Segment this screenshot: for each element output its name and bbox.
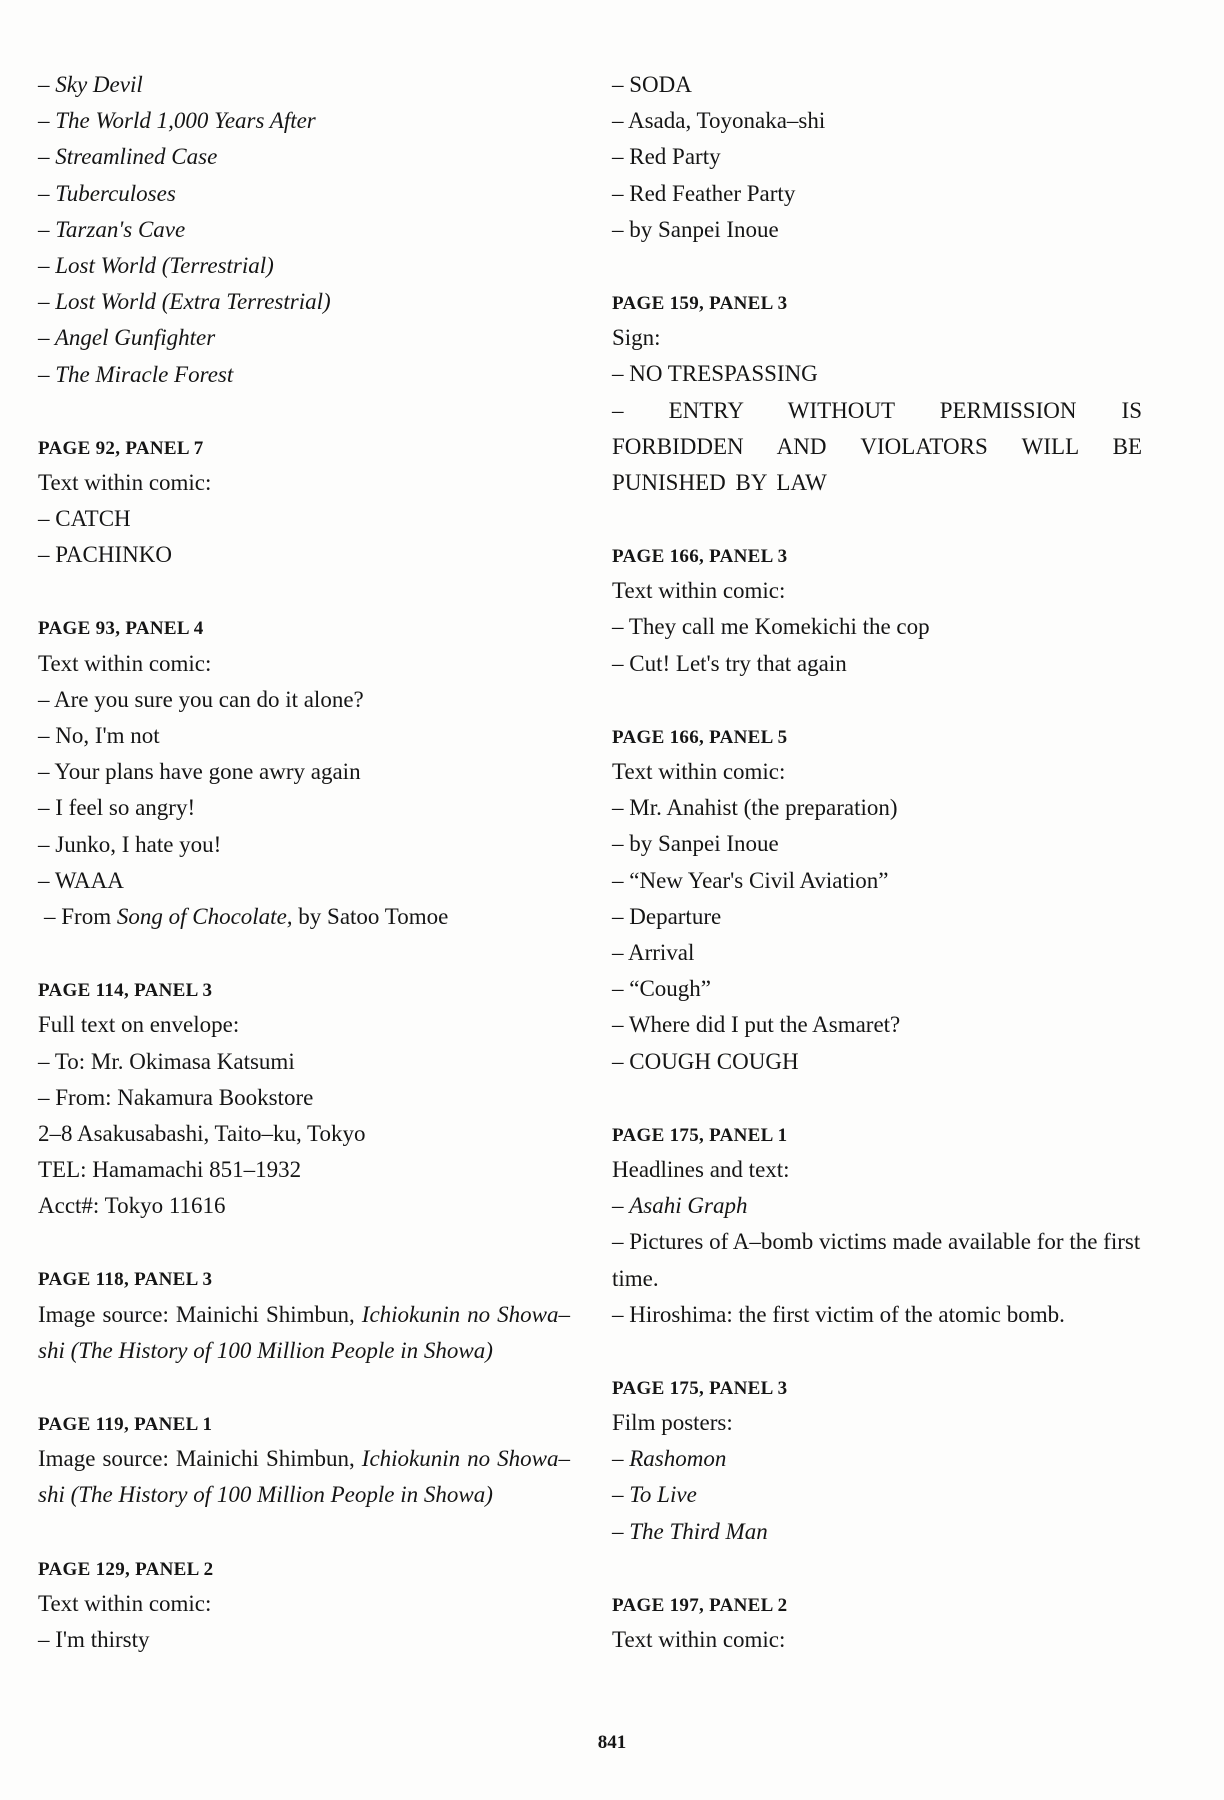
list-item: – Where did I put the Asmaret? [612,1012,901,1038]
image-source [38,1441,570,1513]
list-item-long: – Pictures of A–bomb victims made available for the first time. [612,1229,1141,1291]
list-item: – To Live [612,1482,697,1508]
section-intro: Text within comic: [38,469,212,495]
list-item: – No, I'm not [38,723,160,748]
credit-title: Song of Chocolate, [116,903,293,929]
list-item: Acct#: Tokyo 11616 [38,1193,226,1219]
source-prefix: Image source: Mainichi Shimbun, [38,1301,362,1327]
section-intro: Text within comic: [612,578,786,604]
list-item: – Streamlined Case [38,144,218,170]
section-intro: Text within comic: [612,1627,786,1653]
list-item: – Rashomon [612,1446,727,1472]
section-heading: PAGE 129, PANEL 2 [38,1558,214,1580]
list-item: – Arrival [612,939,695,965]
section-heading: PAGE 159, PANEL 3 [612,292,788,314]
film-title: Rashomon [629,1446,727,1472]
list-item: – COUGH COUGH [612,1048,799,1074]
list-item: – Sky Devil [38,72,143,97]
list-item: – SODA [612,72,692,97]
section-intro: Text within comic: [612,759,786,785]
list-item: – CATCH [38,506,131,532]
section-heading: PAGE 118, PANEL 3 [38,1269,213,1291]
credit-suffix: by Satoo Tomoe [292,903,449,929]
list-item: – The World 1,000 Years After [38,108,316,134]
list-item: – I feel so angry! [38,795,196,821]
list-item: – To: Mr. Okimasa Katsumi [38,1048,295,1074]
section-heading: PAGE 166, PANEL 5 [612,726,788,748]
list-item: – The Miracle Forest [38,361,234,387]
list-item: – The Third Man [612,1518,768,1544]
italic-item: Asahi Graph [629,1193,748,1219]
list-item: – Angel Gunfighter [38,325,216,351]
credit-line [38,899,570,935]
list-item: – Asada, Toyonaka–shi [612,108,826,134]
section-heading: PAGE 114, PANEL 3 [38,980,213,1002]
list-item: – PACHINKO [38,542,172,568]
list-item: TEL: Hamamachi 851–1932 [38,1157,302,1183]
list-item: – “New Year's Civil Aviation” [612,867,889,893]
left-column [38,67,570,1658]
list-item: – Are you sure you can do it alone? [38,686,364,712]
list-item: – “Cough” [612,976,712,1002]
list-item: – Tarzan's Cave [38,216,186,242]
list-item: – Your plans have gone awry again [38,759,361,785]
section-intro: Headlines and text: [612,1156,790,1182]
source-title: Ichiokunin no Showa–shi (The History of 100 Million People in Showa) [38,1301,570,1363]
section-heading: PAGE 93, PANEL 4 [38,618,204,640]
section-intro: Text within comic: [38,650,212,676]
list-item: 2–8 Asakusabashi, Taito–ku, Tokyo [38,1120,366,1146]
section-heading: PAGE 175, PANEL 3 [612,1377,788,1399]
page-number: 841 [597,1732,627,1753]
list-item: – Junko, I hate you! [38,831,222,857]
list-item: – Tuberculoses [38,180,176,206]
section-intro: Film posters: [612,1410,733,1436]
section-heading: PAGE 166, PANEL 3 [612,546,788,568]
list-item: – Red Party [612,144,721,170]
section-intro: Full text on envelope: [38,1012,240,1038]
list-item-long: – ENTRY WITHOUT PERMISSION IS FORBIDDEN AND VIOLATORS WILL BE PUNISHED BY LAW [612,397,1142,495]
film-title: To Live [629,1482,697,1508]
list-item: – NO TRESPASSING [612,361,818,387]
credit-prefix: – From [44,903,117,929]
list-item: – Red Feather Party [612,180,796,206]
list-item: – by Sanpei Inoue [612,831,779,857]
section-intro: Sign: [612,325,661,351]
list-item: – Lost World (Terrestrial) [38,252,274,278]
list-item: – WAAA [38,867,124,893]
list-item: – by Sanpei Inoue [612,216,779,242]
list-item: – I'm thirsty [38,1627,150,1652]
list-item: – Lost World (Extra Terrestrial) [38,289,331,315]
list-item: – They call me Komekichi the cop [612,614,930,640]
section-heading: PAGE 92, PANEL 7 [38,437,204,459]
right-column [612,67,1142,1658]
list-item: – From: Nakamura Bookstore [38,1084,314,1110]
list-item: – Cut! Let's try that again [612,650,847,676]
section-intro: Text within comic: [38,1590,212,1616]
list-item: – Hiroshima: the first victim of the atomic bomb. [612,1301,1065,1327]
section-heading: PAGE 175, PANEL 1 [612,1124,788,1146]
section-heading: PAGE 197, PANEL 2 [612,1594,788,1616]
source-prefix: Image source: Mainichi Shimbun, [38,1446,362,1472]
list-item: – Mr. Anahist (the preparation) [612,795,898,821]
list-item: – Asahi Graph [612,1193,748,1219]
image-source [38,1297,570,1369]
list-item: – Departure [612,903,722,929]
source-title: Ichiokunin no Showa–shi (The History of 100 Million People in Showa) [38,1446,570,1508]
film-title: The Third Man [629,1518,768,1544]
section-heading: PAGE 119, PANEL 1 [38,1414,213,1436]
